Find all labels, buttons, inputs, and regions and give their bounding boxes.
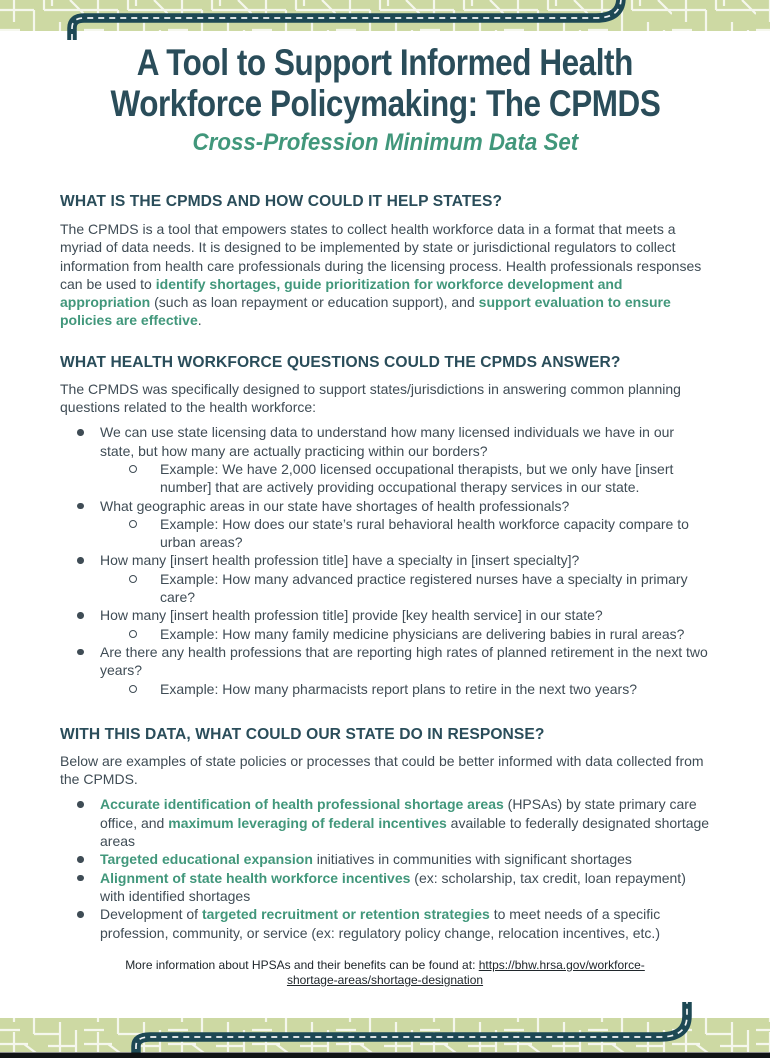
footer-text: More information about HPSAs and their benefits can be found at: — [125, 957, 479, 972]
question-bullet: What geographic areas in our state have shortages of health professionals? — [60, 497, 710, 515]
question-bullet: We can use state licensing data to understand how many licensed individuals we have in our state, but how many are actually practicing within our borders? — [60, 423, 710, 460]
question-bullet: Are there any health professions that are reporting high rates of planned retirement in the next two years? — [60, 643, 710, 680]
title-block — [0, 0, 770, 156]
response-list — [60, 795, 710, 941]
questions-intro: The CPMDS was specifically designed to support states/jurisdictions in answering common planning questions related to the health workforce: — [60, 380, 681, 416]
footer-link[interactable]: https://bhw.hrsa.gov/workforce-shortage-areas/shortage-designation — [286, 957, 645, 987]
document-body — [0, 192, 770, 988]
example-sub-bullet: Example: How many pharmacists report plans to retire in the next two years? — [60, 680, 710, 698]
response-bullet: Alignment of state health workforce incentives (ex: scholarship, tax credit, loan repayment) with identified shortages — [60, 869, 710, 906]
what-is-paragraph: The CPMDS is a tool that empowers states to collect health workforce data in a format that meets a myriad of data needs. It is designed to be implemented by state or jurisdictional regulators to collect information from health care professionals during the licensing process. Health professionals responses can be used to identify shortages, guide prioritization for workforce development and appropriation (such as loan repayment or education support), and support evaluation to ensure policies are effective. — [60, 221, 702, 329]
questions-list — [60, 423, 710, 697]
question-bullet: How many [insert health profession title] have a specialty in [insert specialty]? — [60, 551, 710, 569]
response-bullet: Accurate identification of health professional shortage areas (HPSAs) by state primary care office, and maximum leveraging of federal incentives available to federally designated shortage areas — [60, 795, 710, 850]
road-map-border-bottom-icon — [0, 1000, 770, 1058]
response-bullet: Development of targeted recruitment or retention strategies to meet needs of a specific profession, community, or service (ex: regulatory policy change, relocation incentives, etc.) — [60, 905, 710, 942]
question-bullet: How many [insert health profession title] provide [key health service] in our state? — [60, 606, 710, 624]
section-heading-what-is: WHAT IS THE CPMDS AND HOW COULD IT HELP STATES? — [60, 193, 503, 210]
page-title-line-1: A Tool to Support Informed Health — [136, 42, 634, 83]
section-heading-questions: WHAT HEALTH WORKFORCE QUESTIONS COULD THE CPMDS ANSWER? — [60, 353, 621, 371]
response-bullet: Targeted educational expansion initiatives in communities with significant shortages — [60, 850, 710, 868]
page-title-line-2: Workforce Policymaking: The CPMDS — [110, 83, 660, 124]
footer-note — [60, 958, 710, 988]
example-sub-bullet: Example: How many family medicine physicians are delivering babies in rural areas? — [60, 625, 710, 643]
example-sub-bullet: Example: We have 2,000 licensed occupational therapists, but we only have [insert number] that are actively providing occupational therapy services in our state. — [60, 460, 710, 497]
section-heading-response: WITH THIS DATA, WHAT COULD OUR STATE DO IN RESPONSE? — [60, 725, 545, 743]
example-sub-bullet: Example: How does our state’s rural behavioral health workforce capacity compare to urban areas? — [60, 515, 710, 552]
response-intro: Below are examples of state policies or processes that could be better informed with data collected from the CPMDS. — [60, 752, 704, 788]
page-bottom-edge — [0, 1053, 770, 1058]
page-subtitle: Cross-Profession Minimum Data Set — [192, 129, 578, 156]
example-sub-bullet: Example: How many advanced practice registered nurses have a specialty in primary care? — [60, 570, 710, 607]
